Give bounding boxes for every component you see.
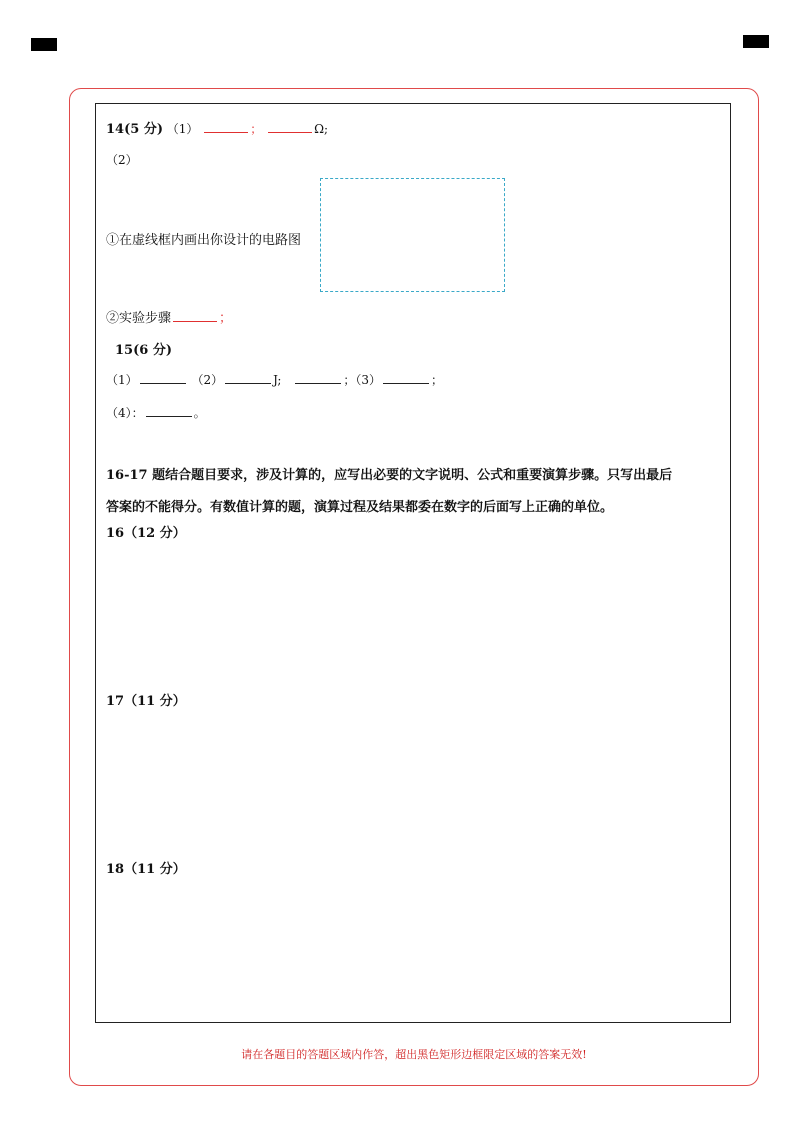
q15-p4: （4）： — [106, 406, 144, 420]
instructions-line1: 16-17 题结合题目要求，涉及计算的，应写出必要的文字说明、公式和重要演算步骤。只写出最后 — [106, 468, 673, 483]
q15-end: 。 — [193, 406, 206, 420]
q14-step2-end: ； — [219, 311, 233, 326]
q14-blank-1[interactable] — [204, 121, 248, 133]
q14-step2-label: ②实验步骤 — [106, 311, 172, 326]
q15-unit-j: J; — [273, 373, 282, 387]
q15-p3: （3） — [355, 373, 381, 387]
q17-heading: 17（11 分） — [106, 694, 186, 709]
q14-part2-label: （2） — [106, 153, 138, 167]
q15-p1: （1） — [106, 373, 138, 387]
q14-step2-blank[interactable] — [173, 310, 217, 322]
q14-step2-line — [106, 307, 232, 326]
q15-line1 — [106, 371, 443, 388]
q15-blank-5[interactable] — [146, 405, 192, 417]
registration-mark-left — [31, 38, 57, 51]
q14-unit: Ω; — [314, 122, 329, 136]
q14-line1 — [106, 118, 328, 137]
q15-line2 — [106, 404, 206, 421]
q15-semi2: ； — [430, 373, 443, 387]
q18-heading: 18（11 分） — [106, 862, 186, 877]
q15-blank-2[interactable] — [225, 372, 271, 384]
q14-blank-2[interactable] — [268, 121, 312, 133]
instructions-line2: 答案的不能得分。有数值计算的题，演算过程及结果都委在数字的后面写上正确的单位。 — [106, 500, 614, 515]
q15-semi1: ； — [343, 373, 356, 387]
circuit-drawing-box[interactable] — [320, 178, 505, 292]
q15-p2: （2） — [191, 373, 224, 387]
q14-step1-label: ①在虚线框内画出你设计的电路图 — [106, 233, 302, 248]
q16-heading: 16（12 分） — [106, 526, 186, 541]
q15-heading: 15(6 分) — [115, 343, 172, 358]
registration-mark-right — [743, 35, 769, 48]
q14-heading: 14(5 分) — [106, 122, 163, 137]
q14-part1-prefix: （1） — [166, 122, 199, 136]
q15-blank-1[interactable] — [140, 372, 186, 384]
q15-blank-3[interactable] — [295, 372, 341, 384]
q14-separator: ； — [250, 122, 263, 136]
footer-warning: 请在各题目的答题区域内作答，超出黑色矩形边框限定区域的答案无效! — [241, 1048, 587, 1061]
q15-blank-4[interactable] — [383, 372, 429, 384]
